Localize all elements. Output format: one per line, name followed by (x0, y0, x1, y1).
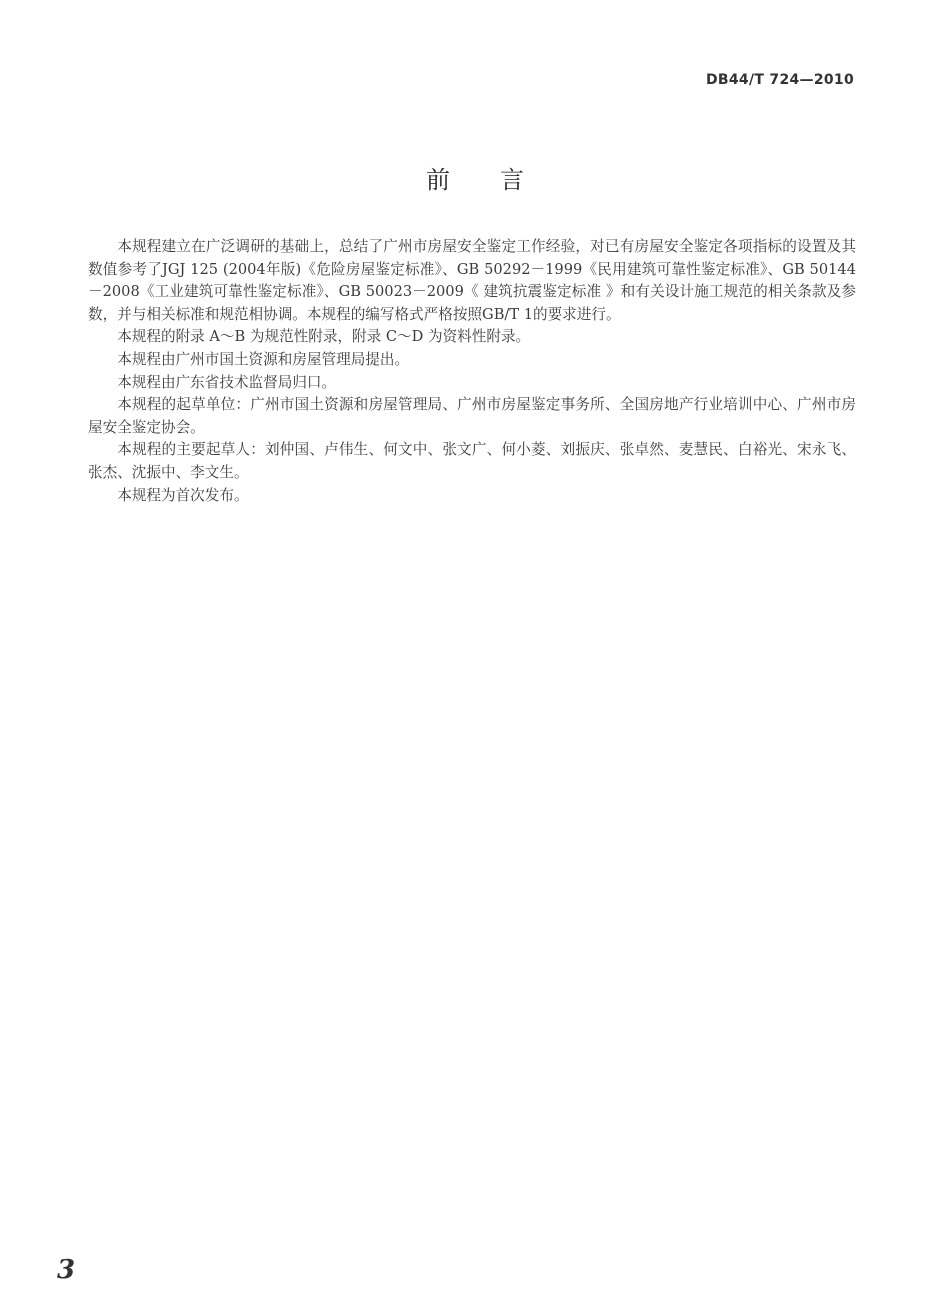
paragraph-appendices: 本规程的附录 A～B 为规范性附录，附录 C～D 为资料性附录。 (117, 328, 531, 346)
paragraph-drafting-units: 本规程的起草单位：广州市国土资源和房屋管理局、广州市房屋鉴定事务所、全国房地产行业培训中心、广州市房屋安全鉴定协会。 (88, 396, 856, 436)
paragraph-proposer: 本规程由广州市国土资源和房屋管理局提出。 (117, 350, 410, 368)
page-title: 前言 (426, 166, 574, 194)
paragraph-administrator: 本规程由广东省技术监督局归口。 (117, 373, 337, 391)
paragraph-first-release: 本规程为首次发布。 (117, 486, 249, 504)
page-number: 3 (57, 1255, 76, 1285)
paragraph-basis: 本规程建立在广泛调研的基础上，总结了广州市房屋安全鉴定工作经验，对已有房屋安全鉴定各项指标的设置及其数值参考了JGJ 125 (2004年版)《危险房屋鉴定标准》、GB 50292－1999《民用建筑可靠性鉴定标准》、GB 50144－2008《工业建筑可靠性鉴定标准》、GB 50023－2009《 建筑抗震鉴定标准 》和有关设计施工规范的相关条款及参数，并与相关标准和规范相协调。本规程的编写格式严格按照GB/T 1的要求进行。 (88, 238, 856, 323)
paragraph-drafters: 本规程的主要起草人：刘仲国、卢伟生、何文中、张文广、何小菱、刘振庆、张卓然、麦慧民、白裕光、宋永飞、张杰、沈振中、李文生。 (88, 441, 856, 481)
standard-number: DB44/T 724—2010 (706, 72, 854, 88)
foreword-body (88, 236, 856, 507)
